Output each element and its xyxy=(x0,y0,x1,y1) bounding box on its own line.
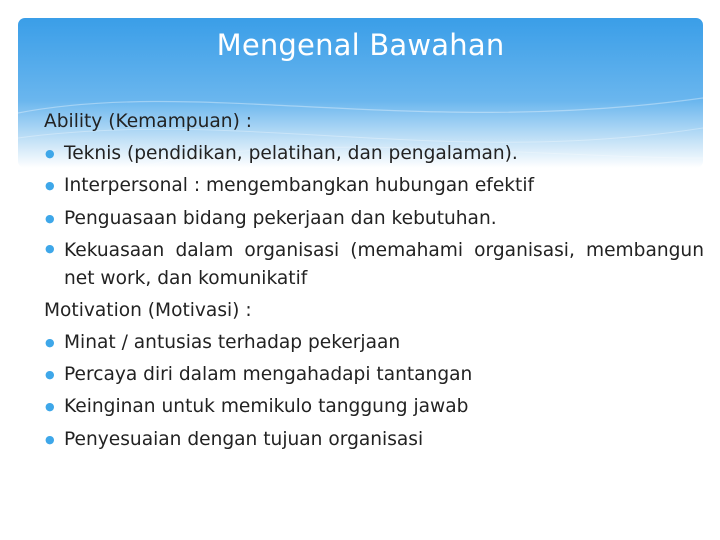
list-item xyxy=(44,424,704,456)
list-item-text: Penyesuaian dengan tujuan organisasi xyxy=(64,428,424,450)
list-item-text: Kekuasaan dalam organisasi (memahami organisasi, membangun net work, dan komunikatif xyxy=(64,239,704,289)
bullet-icon: ● xyxy=(45,400,55,414)
list-item-text: Percaya diri dalam mengahadapi tantangan xyxy=(64,364,473,386)
bullet-icon: ● xyxy=(45,147,55,161)
section-heading-ability: Ability (Kemampuan) : xyxy=(44,111,252,132)
bullet-icon: ● xyxy=(45,368,55,382)
list-item-text: Penguasaan bidang pekerjaan dan kebutuhan. xyxy=(64,207,497,229)
list-item xyxy=(44,359,704,391)
list-item xyxy=(44,235,704,295)
bullet-icon: ● xyxy=(45,241,55,255)
section-heading-motivation: Motivation (Motivasi) : xyxy=(44,299,252,321)
list-item-text: Minat / antusias terhadap pekerjaan xyxy=(64,332,401,354)
bullet-icon: ● xyxy=(45,179,55,193)
slide-title: Mengenal Bawahan xyxy=(216,28,505,62)
bullet-icon: ● xyxy=(45,211,55,225)
list-item xyxy=(44,138,704,170)
bullet-icon: ● xyxy=(45,432,55,446)
list-item xyxy=(44,203,704,235)
bullet-icon: ● xyxy=(45,336,55,350)
list-item xyxy=(44,327,704,359)
list-item-text: Interpersonal : mengembangkan hubungan efektif xyxy=(64,175,535,197)
slide-content xyxy=(44,106,704,456)
list-item-text: Teknis (pendidikan, pelatihan, dan pengalaman). xyxy=(64,143,518,165)
list-item xyxy=(44,170,704,202)
list-item-text: Keinginan untuk memikulo tanggung jawab xyxy=(64,396,469,418)
list-item xyxy=(44,391,704,423)
